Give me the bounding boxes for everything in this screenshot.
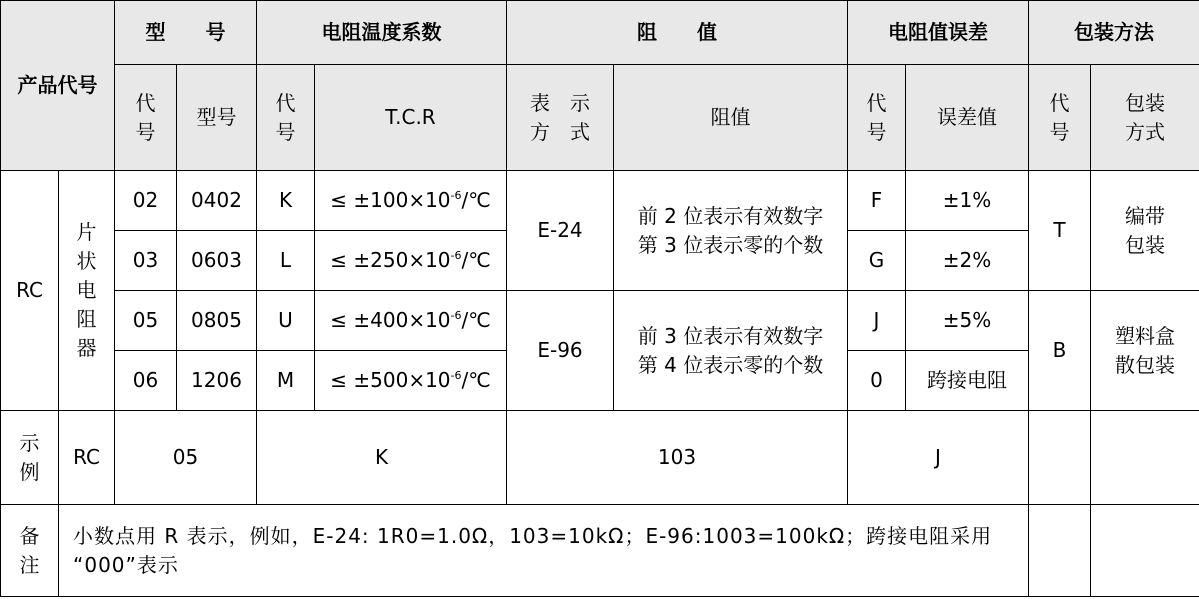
remark-text: 小数点用 R 表示，例如，E-24: 1R0=1.0Ω，103=10kΩ；E-96:1003=100kΩ；跨接电阻采用 “000”表示	[59, 505, 1029, 597]
size-code-cell: 06	[115, 351, 177, 411]
size-code-cell: 05	[115, 291, 177, 351]
tcr-exponent: -6	[450, 369, 462, 382]
res-notation-header: 表 示 方 式	[507, 65, 614, 171]
example-product: RC	[59, 411, 115, 505]
tcr-code-header: 代 号	[257, 65, 315, 171]
tcr-unit: /℃	[461, 188, 491, 212]
tcr-header: T.C.R	[315, 65, 507, 171]
remark-pack-code	[1029, 505, 1091, 597]
product-type-cell: 片 状 电 阻 器	[59, 171, 115, 411]
size-cell: 0402	[177, 171, 257, 231]
example-size: 05	[115, 411, 257, 505]
product-code-cell: RC	[1, 171, 59, 411]
tol-value-cell: 跨接电阻	[906, 351, 1029, 411]
notation-desc-cell: 前 3 位表示有效数字 第 4 位表示零的个数	[614, 291, 848, 411]
tol-code-cell: F	[848, 171, 906, 231]
res-value-header: 阻值	[614, 65, 848, 171]
tcr-group-header: 电阻温度系数	[257, 1, 507, 65]
notation-series-cell: E-96	[507, 291, 614, 411]
table-row	[1, 171, 1199, 231]
tol-code-cell: G	[848, 231, 906, 291]
size-cell: 1206	[177, 351, 257, 411]
tcr-code-cell: U	[257, 291, 315, 351]
tol-code-cell: J	[848, 291, 906, 351]
tcr-prefix: ≤ ±250×10	[330, 248, 451, 272]
model-type-header: 型号	[177, 65, 257, 171]
example-pack-method	[1091, 411, 1199, 505]
notation-series-cell: E-24	[507, 171, 614, 291]
tol-code-header: 代 号	[848, 65, 906, 171]
resistance-group-header: 阻 值	[507, 1, 848, 65]
pack-code-cell: B	[1029, 291, 1091, 411]
tcr-unit: /℃	[461, 308, 491, 332]
remark-pack-method	[1091, 505, 1199, 597]
tolerance-group-header: 电阻值误差	[848, 1, 1029, 65]
tcr-exponent: -6	[450, 309, 462, 322]
pack-code-cell: T	[1029, 171, 1091, 291]
tol-code-cell: 0	[848, 351, 906, 411]
example-resistance: 103	[507, 411, 848, 505]
notation-desc-cell: 前 2 位表示有效数字 第 3 位表示零的个数	[614, 171, 848, 291]
tcr-exponent: -6	[450, 249, 462, 262]
tcr-value-cell	[315, 351, 507, 411]
tcr-prefix: ≤ ±400×10	[330, 308, 451, 332]
tol-value-cell: ±5%	[906, 291, 1029, 351]
tol-value-cell: ±1%	[906, 171, 1029, 231]
size-code-cell: 03	[115, 231, 177, 291]
header-row-sub	[1, 65, 1199, 171]
product-code-header: 产品代号	[1, 1, 115, 171]
pack-code-header: 代 号	[1029, 65, 1091, 171]
size-code-cell: 02	[115, 171, 177, 231]
tcr-unit: /℃	[461, 368, 491, 392]
header-row-top	[1, 1, 1199, 65]
remark-label: 备 注	[1, 505, 59, 597]
tcr-value-cell	[315, 171, 507, 231]
example-tcr: K	[257, 411, 507, 505]
pack-method-cell: 编带 包装	[1091, 171, 1199, 291]
packaging-group-header: 包装方法	[1029, 1, 1199, 65]
remark-row	[1, 505, 1199, 597]
tcr-value-cell	[315, 231, 507, 291]
table-row	[1, 291, 1199, 351]
pack-method-cell: 塑料盒 散包装	[1091, 291, 1199, 411]
tcr-value-cell	[315, 291, 507, 351]
size-cell: 0603	[177, 231, 257, 291]
tcr-code-cell: L	[257, 231, 315, 291]
pack-method-header: 包装 方式	[1091, 65, 1199, 171]
tol-value-header: 误差值	[906, 65, 1029, 171]
example-label: 示 例	[1, 411, 59, 505]
tcr-unit: /℃	[461, 248, 491, 272]
tcr-code-cell: M	[257, 351, 315, 411]
example-row	[1, 411, 1199, 505]
tol-value-cell: ±2%	[906, 231, 1029, 291]
example-pack-code	[1029, 411, 1091, 505]
tcr-prefix: ≤ ±500×10	[330, 368, 451, 392]
example-tolerance: J	[848, 411, 1029, 505]
tcr-code-cell: K	[257, 171, 315, 231]
tcr-exponent: -6	[450, 189, 462, 202]
size-cell: 0805	[177, 291, 257, 351]
tcr-prefix: ≤ ±100×10	[330, 188, 451, 212]
model-code-header: 代 号	[115, 65, 177, 171]
model-header: 型 号	[115, 1, 257, 65]
